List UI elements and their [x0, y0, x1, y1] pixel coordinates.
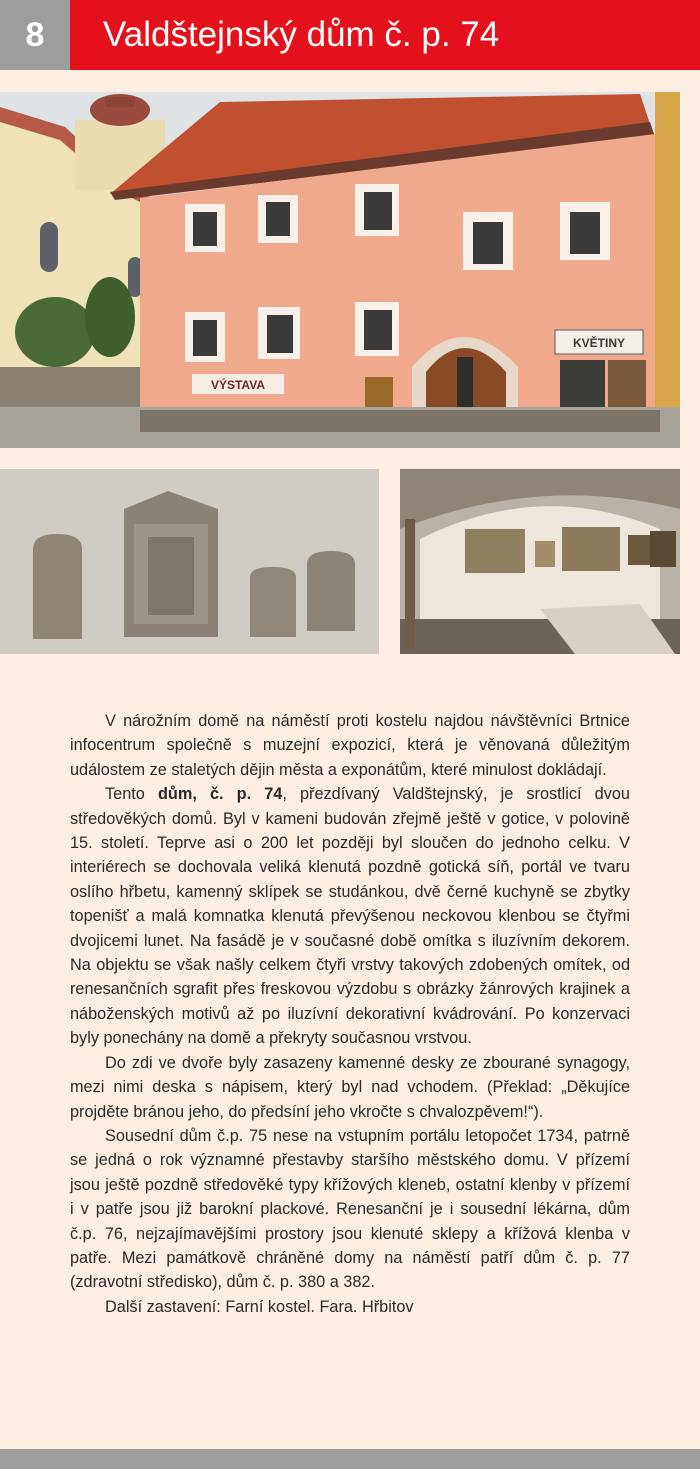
- paragraph-synagogue: Do zdi ve dvoře byly zasazeny kamenné desky ze zbourané synagogy, mezi nimi deska s nápisem, který byl nad vchodem. (Překlad: „Děkujíce projděte bránou jeho, do předsíní jeho vkročte s chvalozpěvem!“).: [70, 1053, 630, 1121]
- synagogue-stones-photo: [0, 469, 379, 654]
- facade-photo: [0, 92, 680, 448]
- paragraph-house-history: [70, 782, 630, 1050]
- florist-sign: KVĚTINY: [572, 336, 626, 350]
- page-header: [0, 0, 700, 70]
- article-body: [70, 709, 630, 1319]
- paragraph-neighbours: Sousední dům č.p. 75 nese na vstupním portálu letopočet 1734, patrně se jedná o rok významné přestavby staršího městského domu. V přízemí jsou ještě pozdně středověké typy křížových kleneb, ostatní klenby v přízemí i v patře jsou již barokní plackové. Renesanční je i sousední lékárna, dům č.p. 76, nejzajímavějšími prostory jsou klenuté sklepy a křížová klenba v patře. Mezi památkově chráněné domy na náměstí patří dům č. p. 77 (zdravotní středisko), dům č. p. 380 a 382.: [70, 1126, 630, 1292]
- paragraph-house-rest: , přezdívaný Valdštejnský, je srostlicí dvou středověkých domů. Byl v kameni budován zřejmě ještě v gotice, v polovině 15. století. Teprve asi o 200 let později byl sloučen do jednoho celku. V interiérech se dochovala veliká klenutá pozdně gotická síň, portál ve tvaru oslího hřbetu, kamenný sklípek se studánkou, dvě černé kuchyně se zbytky topenišť a malá komnatka klenutá převýšenou neckovou klenbou se čtyřmi dvojicemi lunet. Na fasádě je v současné době omítka s iluzívním dekorem. Na objektu se však našly celkem čtyři vrstvy takových zdobených omítek, od renesančních sgrafit přes freskovou výzdobu s obrázky žánrových krajinek a náboženských motivů až po iluzívní dekorativní kvádrování. Po konzervaci byly ponechány na domě a překryty současnou vrstvou.: [70, 785, 630, 1048]
- paragraph-next-stop: Další zastavení: Farní kostel. Fara. Hřbitov: [105, 1297, 414, 1316]
- page-title: Valdštejnský dům č. p. 74: [70, 0, 700, 70]
- paragraph-house-lead: Tento: [105, 785, 158, 804]
- section-number: 8: [0, 0, 70, 70]
- paragraph-intro: V nárožním domě na náměstí proti kostelu najdou návštěvníci Brtnice infocentrum společně s muzejní expozicí, která je věnovaná důležitým událostem ze staletých dějin města a exponátům, které minulost dokládají.: [70, 712, 630, 779]
- interior-exhibition-photo: [400, 469, 680, 654]
- exhibition-sign: VÝSTAVA: [210, 378, 266, 392]
- house-number-bold: dům, č. p. 74: [157, 785, 283, 804]
- bottom-bar: [0, 1449, 700, 1469]
